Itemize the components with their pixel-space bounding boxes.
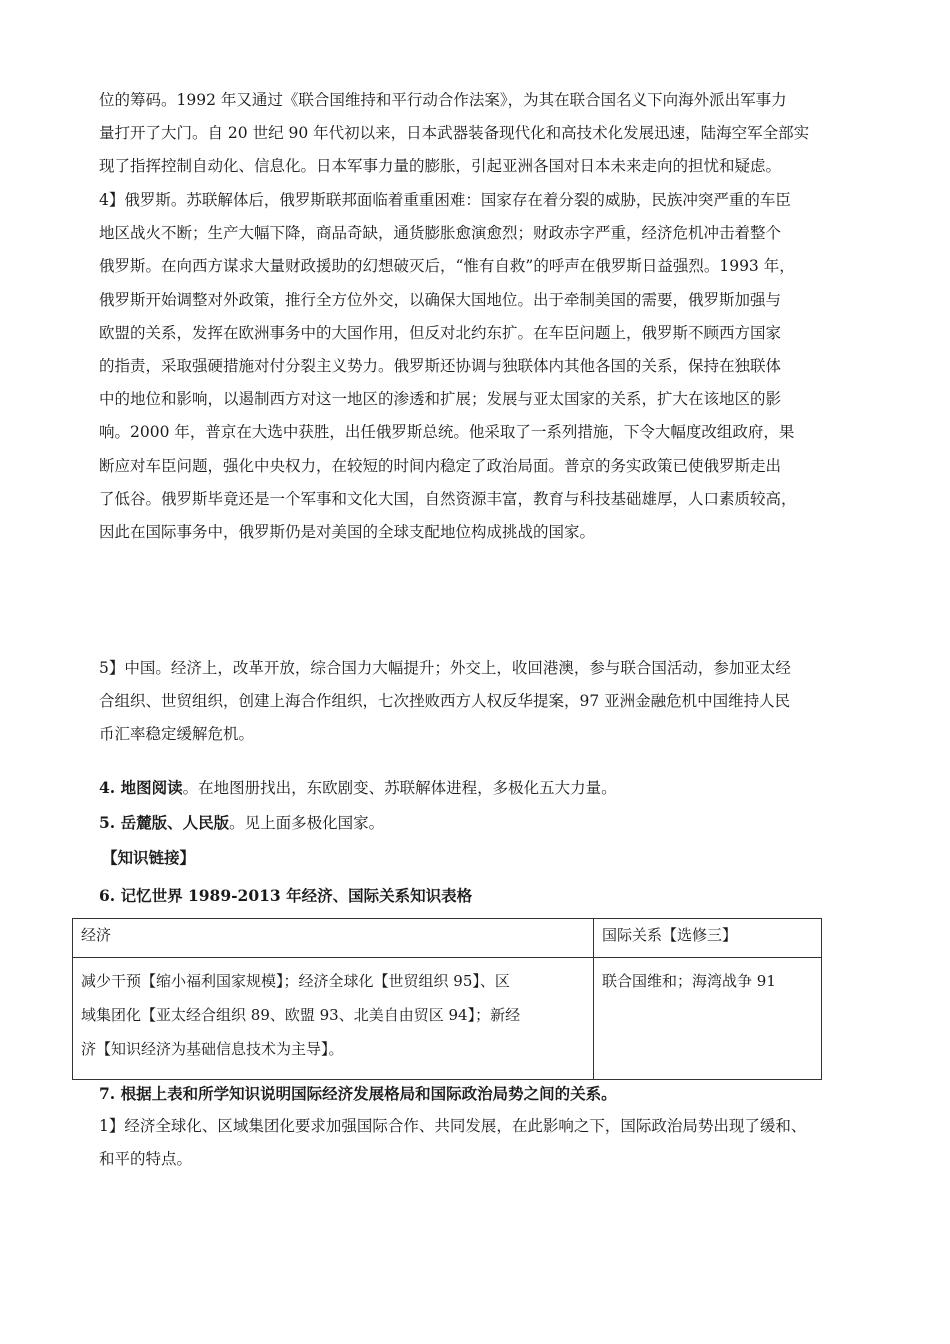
- text-line: 合组织、世贸组织，创建上海合作组织，七次挫败西方人权反华提案，97 亚洲金融危机中国维持人民: [99, 692, 791, 711]
- text-line: 中的地位和影响，以遏制西方对这一地区的渗透和扩展；发展与亚太国家的关系，扩大在该地区的影: [99, 390, 782, 409]
- item-5-textbook: [99, 811, 384, 835]
- knowledge-table: [72, 918, 822, 1080]
- russia-paragraph: [99, 184, 869, 549]
- item-4-map-reading: [99, 776, 617, 800]
- knowledge-link-heading: 【知识链接】: [102, 848, 196, 867]
- text-line: 断应对车臣问题，强化中央权力，在较短的时间内稳定了政治局面。普京的务实政策已使俄罗斯走出: [99, 456, 782, 475]
- item-5-text: 。见上面多极化国家。: [229, 814, 385, 832]
- text-line: 和平的特点。: [99, 1150, 193, 1169]
- text-line: 现了指挥控制自动化、信息化。日本军事力量的膨胀，引起亚洲各国对日本未来走向的担忧和疑虑。: [99, 157, 782, 176]
- item-7-title: 7. 根据上表和所学知识说明国际经济发展格局和国际政治局势之间的关系。: [99, 1084, 617, 1103]
- cell-international-relations: [594, 958, 822, 1080]
- text-line: 响。2000 年，普京在大选中获胜，出任俄罗斯总统。他采取了一系列措施，下令大幅度改组政府，果: [99, 423, 795, 442]
- japan-paragraph: [99, 84, 869, 184]
- text-line: 俄罗斯开始调整对外政策，推行全方位外交，以确保大国地位。出于牵制美国的需要，俄罗斯加强与: [99, 290, 782, 309]
- text-line: 的指责，采取强硬措施对付分裂主义势力。俄罗斯还协调与独联体内其他各国的关系，保持在独联体: [99, 356, 782, 375]
- text-line: 因此在国际事务中，俄罗斯仍是对美国的全球支配地位构成挑战的国家。: [99, 522, 596, 541]
- item-6-title: 6. 记忆世界 1989-2013 年经济、国际关系知识表格: [99, 886, 473, 905]
- header-economy: 经济: [73, 919, 594, 958]
- text-line: 量打开了大门。自 20 世纪 90 年代初以来，日本武器装备现代化和高技术化发展迅速，陆海空军全部实: [99, 124, 810, 143]
- item-4-title: 4. 地图阅读: [99, 778, 183, 797]
- text-line: 欧盟的关系，发挥在欧洲事务中的大国作用，但反对北约东扩。在车臣问题上，俄罗斯不顾西方国家: [99, 323, 782, 342]
- text-line: 1】经济全球化、区域集团化要求加强国际合作、共同发展，在此影响之下，国际政治局势出现了缓和、: [99, 1117, 807, 1135]
- table-row: [73, 958, 822, 1080]
- item-5-title: 5. 岳麓版、人民版: [99, 813, 230, 832]
- item-4-text: 。在地图册找出，东欧剧变、苏联解体进程，多极化五大力量。: [182, 779, 617, 797]
- cell-line: 济【知识经济为基础信息技术为主导】。: [81, 1040, 344, 1058]
- text-line: 币汇率稳定缓解危机。: [99, 725, 255, 744]
- text-line: 地区战火不断；生产大幅下降，商品奇缺，通货膨胀愈演愈烈；财政赤字严重，经济危机冲击着整个: [99, 224, 782, 243]
- text-line: 5】中国。经济上，改革开放，综合国力大幅提升；外交上，收回港澳，参与联合国活动，参加亚太经: [99, 659, 791, 677]
- cell-line: 域集团化【亚太经合组织 89、欧盟 93、北美自由贸区 94】；新经: [81, 1006, 521, 1024]
- text-line: 了低谷。俄罗斯毕竟还是一个军事和文化大国，自然资源丰富，教育与科技基础雄厚，人口素质较高，: [99, 489, 797, 508]
- cell-economy: [73, 958, 594, 1080]
- text-line: 俄罗斯。在向西方谋求大量财政援助的幻想破灭后，“惟有自救”的呼声在俄罗斯日益强烈。1993 年，: [99, 257, 795, 276]
- text-line: 位的筹码。1992 年又通过《联合国维持和平行动合作法案》，为其在联合国名义下向海外派出军事力: [99, 91, 787, 109]
- answer-1-paragraph: [99, 1110, 869, 1176]
- cell-line: 减少干预【缩小福利国家规模】；经济全球化【世贸组织 95】、区: [81, 972, 510, 990]
- text-line: 4】俄罗斯。苏联解体后，俄罗斯联邦面临着重重困难：国家存在着分裂的威胁，民族冲突严重的车臣: [99, 191, 791, 209]
- header-international-relations: 国际关系【选修三】: [594, 919, 822, 958]
- table-header-row: [73, 919, 822, 958]
- cell-line: 联合国维和；海湾战争 91: [602, 972, 776, 990]
- china-paragraph: [99, 652, 869, 752]
